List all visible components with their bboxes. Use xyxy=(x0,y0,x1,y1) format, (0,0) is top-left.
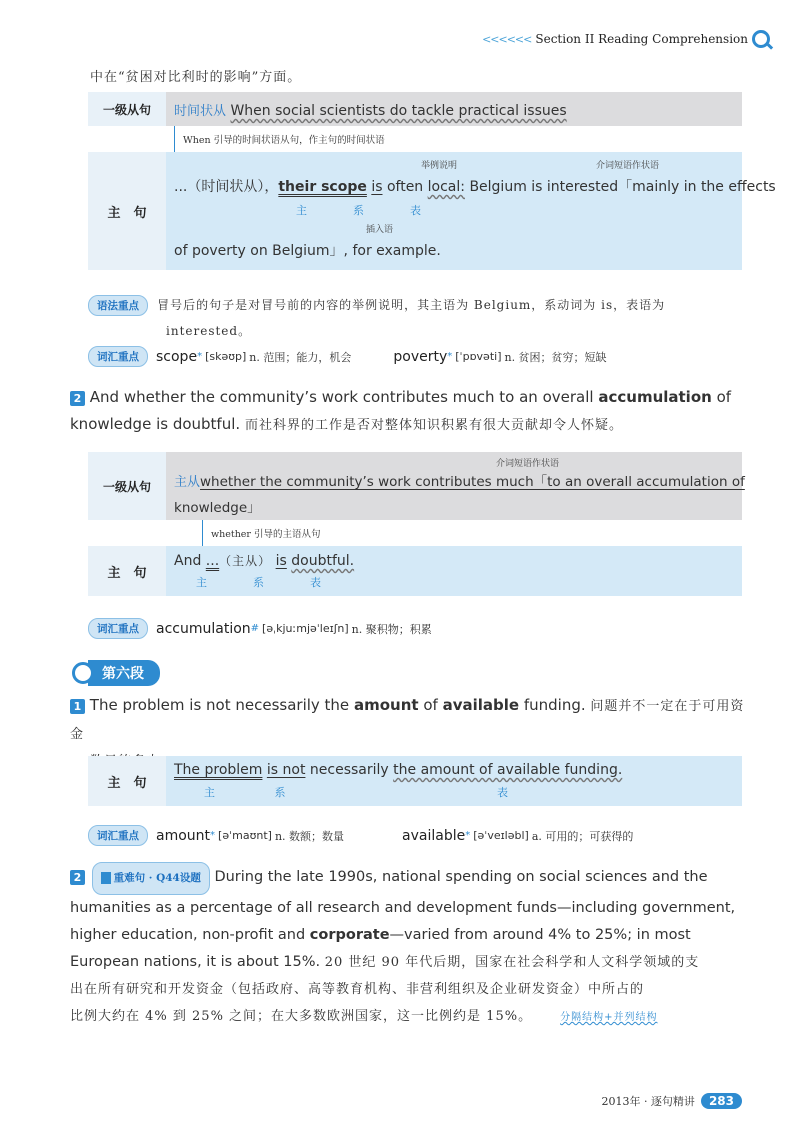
note-prep: 介词短语作状语 xyxy=(596,161,660,171)
vocab-phonetic: [skəʊp] xyxy=(205,350,247,363)
note-prep: 介词短语作状语 xyxy=(496,459,560,469)
analysis-box-3: 主 句 The problem is not necessarily the amount of available funding. 主 系 表 xyxy=(88,756,742,806)
section-title: 第六段 xyxy=(88,660,160,686)
grammar-text-1: 冒号后的句子是对冒号前的内容的举例说明，其主语为 Belgium，系动词为 is，表语为 xyxy=(157,298,666,312)
structure-note: 分隔结构+并列结构 xyxy=(560,1012,658,1023)
vocab-def: n. 贫困；贫穷；短缺 xyxy=(504,350,607,364)
vocab-row-2: 词汇重点 accumulation # [əˌkjuːmjəˈleɪʃn] n. 聚积物；积累 xyxy=(88,618,432,639)
header-title: Section II Reading Comprehension xyxy=(535,32,748,46)
vocab-phonetic: [əˈmaʊnt] xyxy=(218,829,272,842)
main-subject: their scope xyxy=(278,179,367,195)
vocab-def: n. 聚积物；积累 xyxy=(351,622,432,636)
running-header xyxy=(482,30,770,48)
main-label: 主 句 xyxy=(88,152,166,270)
main-line-2: of poverty on Belgium」, for example. xyxy=(174,243,441,259)
page-footer xyxy=(601,1093,742,1109)
section-heading xyxy=(72,660,160,686)
intro-text: 中在“贫困对比利时的影响”方面。 xyxy=(90,70,302,85)
grammar-badge: 语法重点 xyxy=(88,295,148,316)
mark-subject: 主 xyxy=(204,786,215,799)
vocab-word: amount xyxy=(156,827,211,844)
grammar-note-1 xyxy=(88,294,748,339)
main-label: 主 句 xyxy=(88,546,166,596)
level1-label: 一级从句 xyxy=(88,452,166,520)
main-verb: is xyxy=(371,179,383,195)
sentence-2: 2 And whether the community’s work contributes much to an overall accumulation of knowledge is doubtful. 而社科界的工作是否对整体知识积累有很大贡献却令人怀疑。 xyxy=(70,388,732,433)
clause-line-2: knowledge」 xyxy=(174,500,261,516)
vocab-phonetic: [ˈpɒvəti] xyxy=(455,350,502,363)
clause-text: whether the community’s work contributes much「to an overall accumulation of xyxy=(200,474,745,490)
vocab-row-1: 词汇重点 scope * [skəʊp] n. 范围；能力，机会 poverty * [ˈpɒvəti] n. 贫困；贫穷；短缺 xyxy=(88,346,607,367)
link-note: When 引导的时间状语从句，作主句的时间状语 xyxy=(174,126,393,152)
analysis-box-2: 一级从句 介词短语作状语 主从whether the community’s work contributes much「to an overall accumulation of knowledge」 whether 引导的主语从句 主 句 And ...（主从） is doubtful. 主 系 表 xyxy=(88,452,742,596)
vocab-badge: 词汇重点 xyxy=(88,618,148,639)
difficulty-badge: 重难句 · Q44设题 xyxy=(92,862,210,895)
mark-verb: 系 xyxy=(253,576,264,589)
mark-verb: 系 xyxy=(353,204,364,217)
main-pred: local: xyxy=(427,179,465,195)
vocab-row-3: 词汇重点 amount * [əˈmaʊnt] n. 数额；数量 available * [əˈveɪləbl] a. 可用的；可获得的 xyxy=(88,825,633,846)
level1-label: 一级从句 xyxy=(88,92,166,126)
mark-subject: 主 xyxy=(196,576,207,589)
arrows-decoration: <<<<<< xyxy=(482,32,532,46)
mark-pred: 表 xyxy=(410,204,421,217)
vocab-def: a. 可用的；可获得的 xyxy=(531,829,634,843)
page-number: 283 xyxy=(701,1093,742,1109)
magnifier-icon xyxy=(72,662,94,684)
note-insert: 插入语 xyxy=(366,225,394,235)
clause-tag: 时间状从 xyxy=(174,104,227,119)
vocab-phonetic: [əˌkjuːmjəˈleɪʃn] xyxy=(262,622,349,635)
magnifier-icon xyxy=(752,30,770,48)
note-example: 举例说明 xyxy=(421,161,458,171)
vocab-word: scope xyxy=(156,348,198,365)
sentence-number: 2 xyxy=(70,870,85,885)
main-label: 主 句 xyxy=(88,756,166,806)
key-word: accumulation xyxy=(598,388,712,406)
clause-text: When social scientists do tackle practical issues xyxy=(230,103,567,119)
mark-pred: 表 xyxy=(310,576,321,589)
vocab-badge: 词汇重点 xyxy=(88,346,148,367)
mark-verb: 系 xyxy=(274,786,286,799)
flag-icon xyxy=(101,872,111,884)
vocab-badge: 词汇重点 xyxy=(88,825,148,846)
vocab-phonetic: [əˈveɪləbl] xyxy=(473,829,529,842)
vocab-def: n. 范围；能力，机会 xyxy=(249,350,352,364)
vocab-def: n. 数额；数量 xyxy=(274,829,345,843)
sentence-4: 2 重难句 · Q44设题 During the late 1990s, national spending on social sciences and the humanities as a percentage of all research and development funds—including government, higher education, non-profit and corporate—varied from around 4% to 25%; in most European nations, it is about 15%. 20 世纪 90 年代后期，国家在社会科学和人文科学领域的支 出在所有研究和开发资金（包括政府、高等教育机构、非营利组织及企业研发资金）中所占的 比例大约在 4% 到 25% 之间；在大多数欧洲国家，这一比例约是 15%。 分隔结构+并列结构 xyxy=(70,862,746,1031)
footer-label: 2013年 · 逐句精讲 xyxy=(601,1095,695,1108)
link-note: whether 引导的主语从句 xyxy=(202,520,329,546)
vocab-word: available xyxy=(402,827,466,844)
sentence-3: 1 The problem is not necessarily the amount of available funding. 问题并不一定在于可用资金 xyxy=(70,696,745,742)
main-line-1: ...（时间状从），their scope is often local: Belgium is interested「mainly in the effects xyxy=(174,179,776,195)
grammar-text-2: interested。 xyxy=(166,324,252,338)
mark-pred: 表 xyxy=(497,786,508,799)
mark-subject: 主 xyxy=(296,204,307,217)
vocab-word: poverty xyxy=(393,348,448,365)
sentence-number: 2 xyxy=(70,391,85,406)
analysis-box-1 xyxy=(88,92,776,270)
sentence-number: 1 xyxy=(70,699,85,714)
vocab-word: accumulation xyxy=(156,620,251,637)
